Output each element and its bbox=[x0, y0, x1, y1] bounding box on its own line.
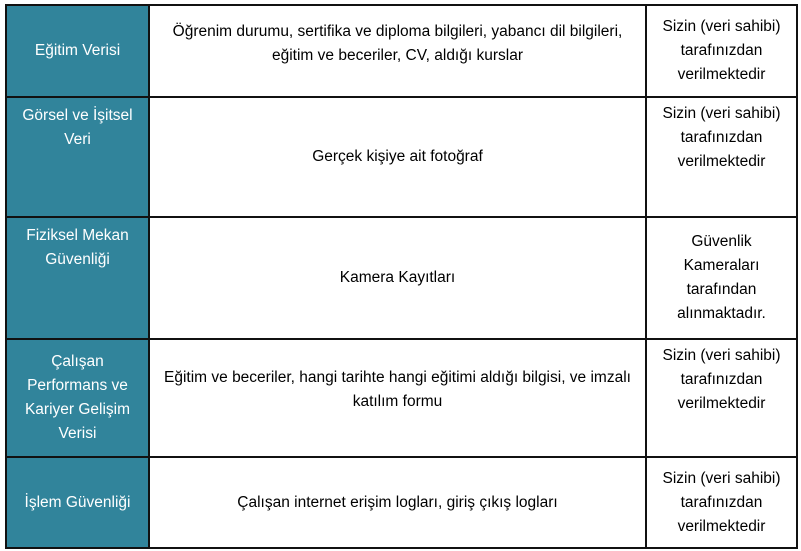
table-row bbox=[6, 457, 797, 548]
description-cell: Gerçek kişiye ait fotoğraf bbox=[149, 97, 646, 217]
description-cell: Kamera Kayıtları bbox=[149, 217, 646, 339]
source-cell: Sizin (veri sahibi) tarafınızdan verilmektedir bbox=[646, 5, 797, 97]
category-cell: Fiziksel Mekan Güvenliği bbox=[6, 217, 149, 339]
personal-data-table bbox=[5, 4, 798, 549]
description-cell: Öğrenim durumu, sertifika ve diploma bilgileri, yabancı dil bilgileri, eğitim ve beceriler, CV, aldığı kurslar bbox=[149, 5, 646, 97]
category-cell: Eğitim Verisi bbox=[6, 5, 149, 97]
category-cell: İşlem Güvenliği bbox=[6, 457, 149, 548]
description-cell: Çalışan internet erişim logları, giriş çıkış logları bbox=[149, 457, 646, 548]
table-row bbox=[6, 217, 797, 339]
source-cell: Sizin (veri sahibi) tarafınızdan verilmektedir bbox=[646, 97, 797, 217]
table-row bbox=[6, 5, 797, 97]
category-cell: Çalışan Performans ve Kariyer Gelişim Verisi bbox=[6, 339, 149, 457]
source-cell: Güvenlik Kameraları tarafından alınmaktadır. bbox=[646, 217, 797, 339]
table-row bbox=[6, 97, 797, 217]
description-cell: Eğitim ve beceriler, hangi tarihte hangi eğitimi aldığı bilgisi, ve imzalı katılım formu bbox=[149, 339, 646, 457]
source-cell: Sizin (veri sahibi) tarafınızdan verilmektedir bbox=[646, 457, 797, 548]
category-cell: Görsel ve İşitsel Veri bbox=[6, 97, 149, 217]
table-row bbox=[6, 339, 797, 457]
source-cell: Sizin (veri sahibi) tarafınızdan verilmektedir bbox=[646, 339, 797, 457]
